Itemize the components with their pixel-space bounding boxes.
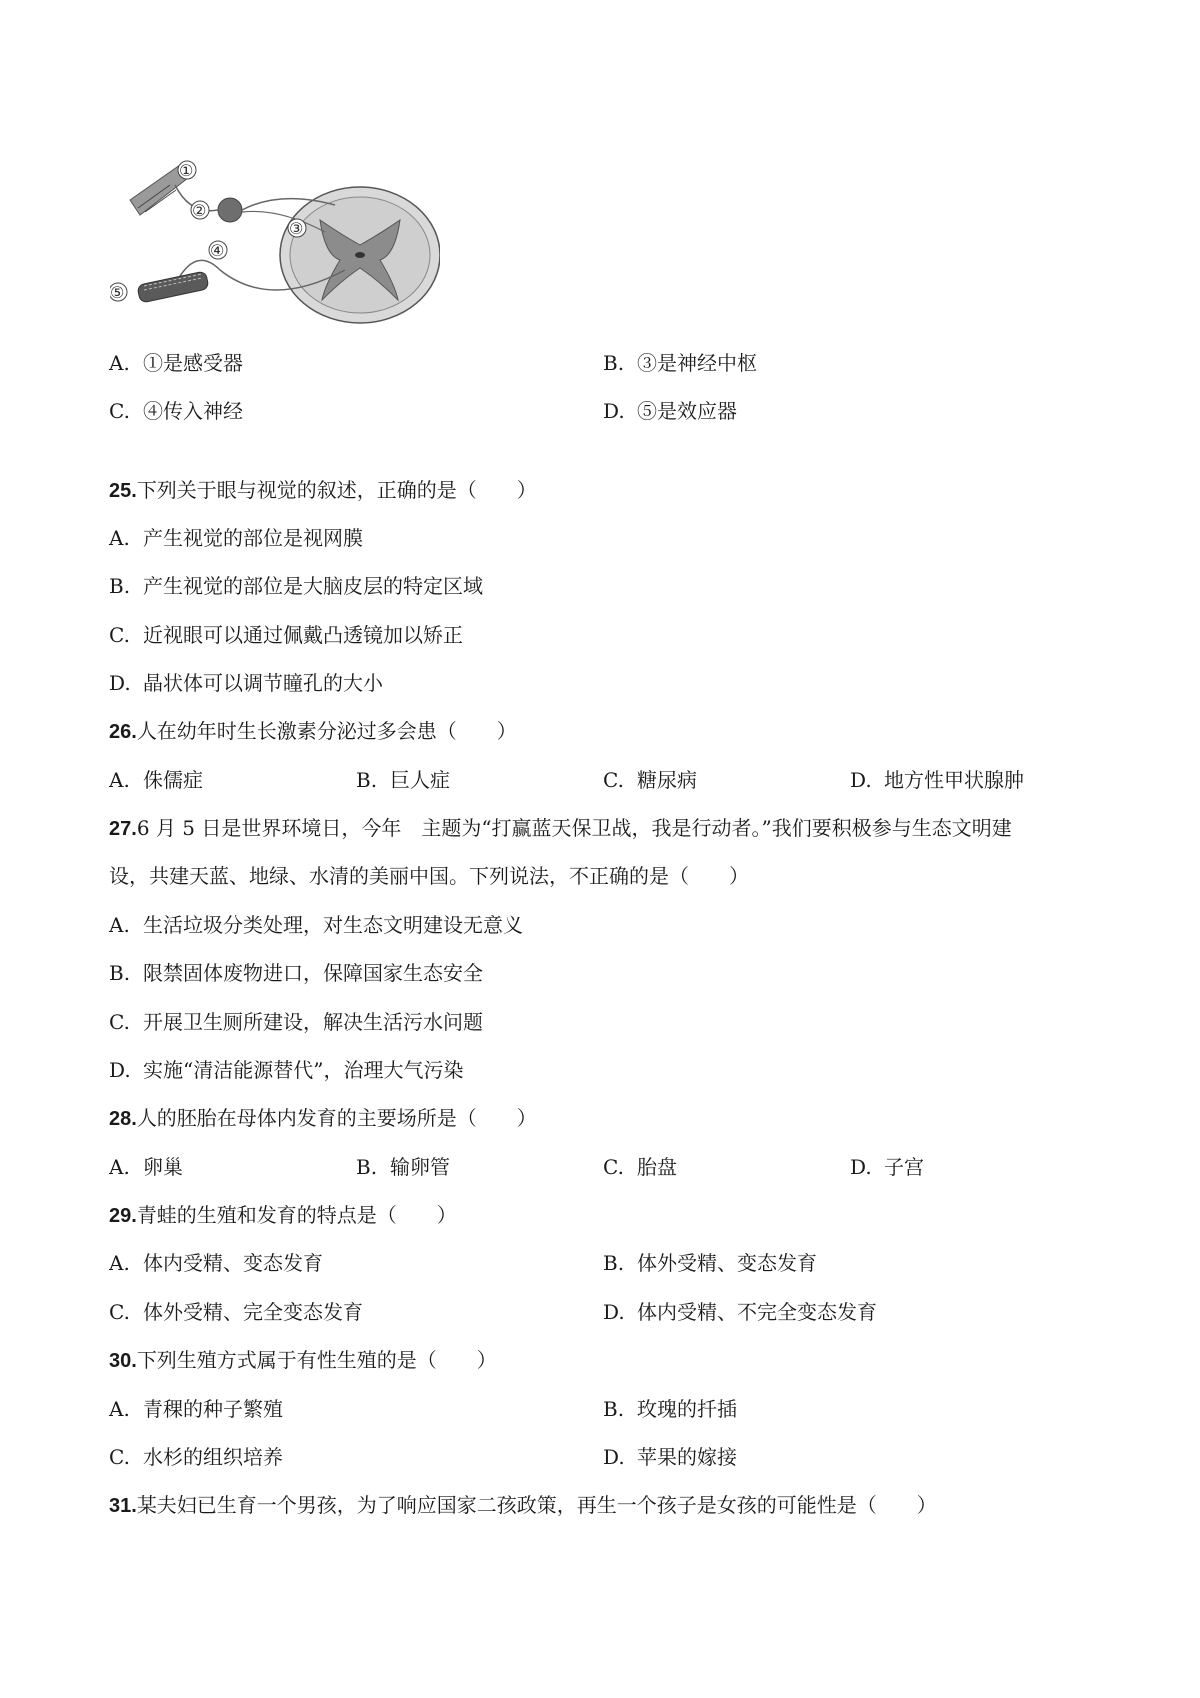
q29-option-c: C. 体外受精、完全变态发育	[109, 1300, 363, 1324]
q29-option-b: B. 体外受精、变态发育	[603, 1251, 817, 1275]
q30-option-d: D. 苹果的嫁接	[603, 1445, 737, 1469]
q28-option-b: B. 输卵管	[356, 1155, 450, 1179]
q24-option-a: A. ①是感受器	[109, 351, 243, 375]
q31-stem: 31.某夫妇已生育一个男孩，为了响应国家二孩政策，再生一个孩子是女孩的可能性是（ ）	[109, 1493, 937, 1517]
q28-stem: 28.人的胚胎在母体内发育的主要场所是（ ）	[109, 1106, 537, 1130]
reflex-arc-diagram	[110, 160, 440, 335]
q25-option-c: C. 近视眼可以通过佩戴凸透镜加以矫正	[109, 623, 463, 647]
q24-option-b: B. ③是神经中枢	[603, 351, 757, 375]
q26-stem: 26.人在幼年时生长激素分泌过多会患（ ）	[109, 719, 517, 743]
q30-option-c: C. 水杉的组织培养	[109, 1445, 283, 1469]
q25-option-b: B. 产生视觉的部位是大脑皮层的特定区域	[109, 574, 483, 598]
q27-option-c: C. 开展卫生厕所建设，解决生活污水问题	[109, 1010, 483, 1034]
label-4: ④	[210, 241, 225, 260]
q25-stem: 25.下列关于眼与视觉的叙述，正确的是（ ）	[109, 478, 537, 502]
q27-stem-line1: 27.6 月 5 日是世界环境日，今年 主题为“打赢蓝天保卫战，我是行动者。”我们要积极参与生态文明建	[109, 816, 1012, 840]
q30-option-a: A. 青稞的种子繁殖	[109, 1397, 283, 1421]
label-1: ①	[179, 161, 194, 180]
q26-option-c: C. 糖尿病	[603, 768, 697, 792]
q29-option-a: A. 体内受精、变态发育	[109, 1251, 323, 1275]
q25-option-a: A. 产生视觉的部位是视网膜	[109, 526, 363, 550]
q27-option-a: A. 生活垃圾分类处理，对生态文明建设无意义	[109, 913, 523, 937]
q28-option-a: A. 卵巢	[109, 1155, 183, 1179]
label-3: ③	[289, 219, 304, 238]
q30-option-b: B. 玫瑰的扦插	[603, 1397, 737, 1421]
q25-option-d: D. 晶状体可以调节瞳孔的大小	[109, 671, 383, 695]
q26-option-a: A. 侏儒症	[109, 768, 203, 792]
q24-option-c: C. ④传入神经	[109, 399, 243, 423]
q30-stem: 30.下列生殖方式属于有性生殖的是（ ）	[109, 1348, 497, 1372]
q28-option-d: D. 子宫	[850, 1155, 924, 1179]
q24-option-d: D. ⑤是效应器	[603, 399, 737, 423]
q29-stem: 29.青蛙的生殖和发育的特点是（ ）	[109, 1203, 457, 1227]
q26-option-b: B. 巨人症	[356, 768, 450, 792]
q27-stem-line2: 设，共建天蓝、地绿、水清的美丽中国。下列说法，不正确的是（ ）	[109, 864, 749, 888]
q28-option-c: C. 胎盘	[603, 1155, 677, 1179]
label-2: ②	[192, 201, 207, 220]
q26-option-d: D. 地方性甲状腺肿	[850, 768, 1024, 792]
q27-option-d: D. 实施“清洁能源替代”，治理大气污染	[109, 1058, 464, 1082]
q29-option-d: D. 体内受精、不完全变态发育	[603, 1300, 877, 1324]
q27-option-b: B. 限禁固体废物进口，保障国家生态安全	[109, 961, 483, 985]
label-5: ⑤	[110, 283, 125, 302]
